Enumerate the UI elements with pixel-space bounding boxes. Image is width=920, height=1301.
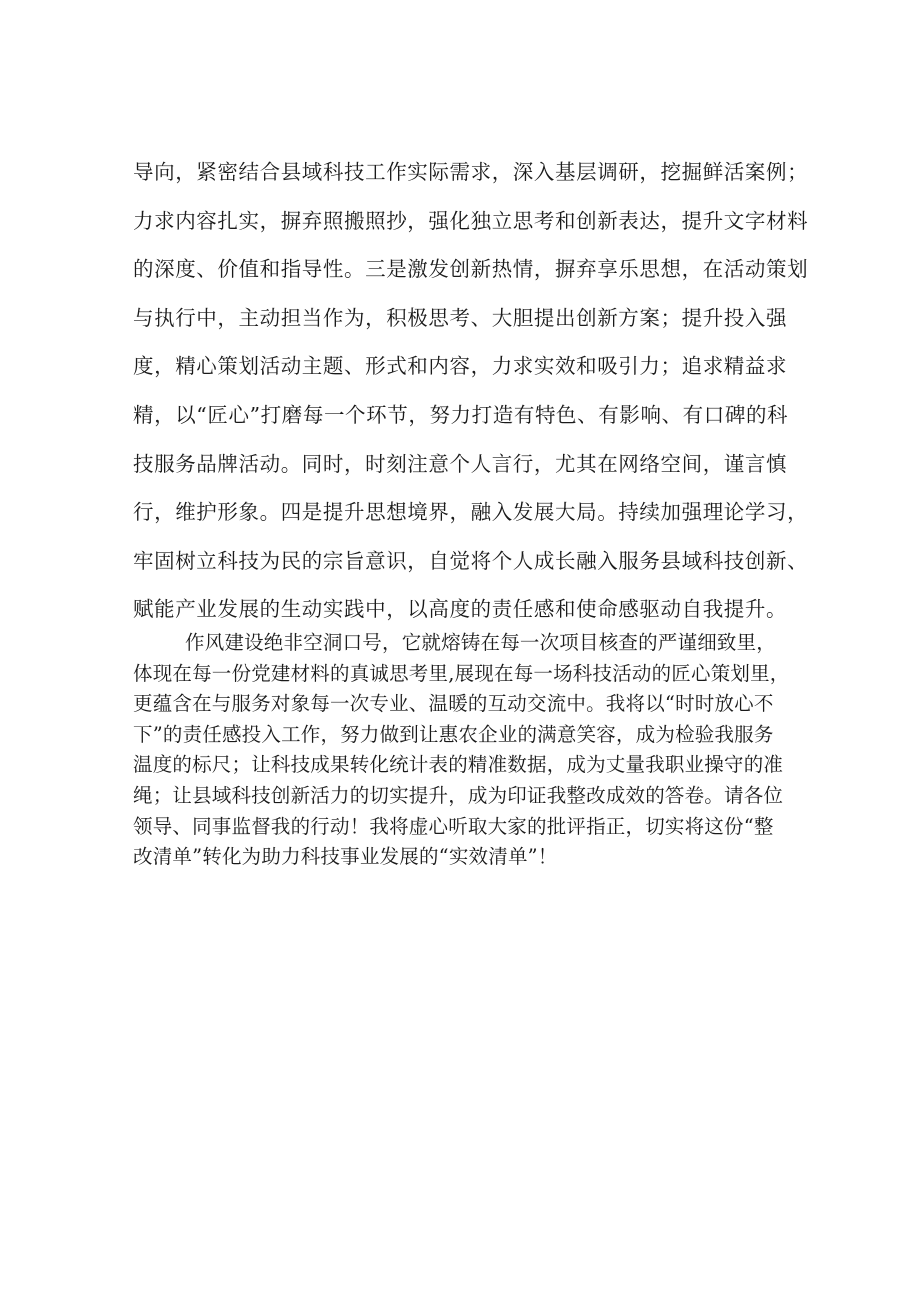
text-line: 牢固树立科技为民的宗旨意识，自觉将个人成长融入服务县域科技创新、 — [133, 548, 809, 573]
text-line: 改清单”转化为助力科技事业发展的“实效清单”！ — [133, 845, 558, 869]
text-line: 作风建设绝非空洞口号，它就熔铸在每一次项目核查的严谨细致里， — [185, 631, 777, 654]
paragraph-2 — [133, 628, 793, 873]
text-line: 赋能产业发展的生动实践中，以高度的责任感和使命感驱动自我提升。 — [133, 597, 788, 622]
text-line: 力求内容扎实，摒弃照搬照抄，强化独立思考和创新表达，提升文字材料 — [133, 208, 809, 233]
text-line: 更蕴含在与服务对象每一次专业、温暖的互动交流中。我将以“时时放心不 — [133, 692, 774, 716]
text-line: 领导、同事监督我的行动！我将虚心听取大家的批评指正，切实将这份“整 — [133, 814, 774, 838]
text-line: 体现在每一份党建材料的真诚思考里,展现在每一场科技活动的匠心策划里， — [133, 661, 790, 685]
text-line: 与执行中，主动担当作为，积极思考、大胆提出创新方案；提升投入强 — [133, 305, 788, 330]
paragraph-1 — [133, 157, 809, 643]
text-line: 温度的标尺；让科技成果转化统计表的精准数据，成为丈量我职业操守的准 — [133, 753, 784, 777]
text-line: 下”的责任感投入工作，努力做到让惠农企业的满意笑容，成为检验我服务 — [133, 722, 774, 746]
text-line: 行，维护形象。四是提升思想境界，融入发展大局。持续加强理论学习， — [133, 500, 809, 525]
text-line: 导向，紧密结合县域科技工作实际需求，深入基层调研，挖掘鲜活案例； — [133, 160, 809, 184]
text-line: 的深度、价值和指导性。三是激发创新热情，摒弃享乐思想，在活动策划 — [133, 257, 809, 282]
text-line: 度，精心策划活动主题、形式和内容，力求实效和吸引力；追求精益求 — [133, 354, 788, 379]
text-line: 技服务品牌活动。同时，时刻注意个人言行，尤其在网络空间，谨言慎 — [133, 451, 788, 476]
text-line: 绳；让县域科技创新活力的切实提升，成为印证我整改成效的答卷。请各位 — [133, 783, 784, 807]
text-line: 精，以“匠心”打磨每一个环节，努力打造有特色、有影响、有口碑的科 — [133, 402, 789, 427]
